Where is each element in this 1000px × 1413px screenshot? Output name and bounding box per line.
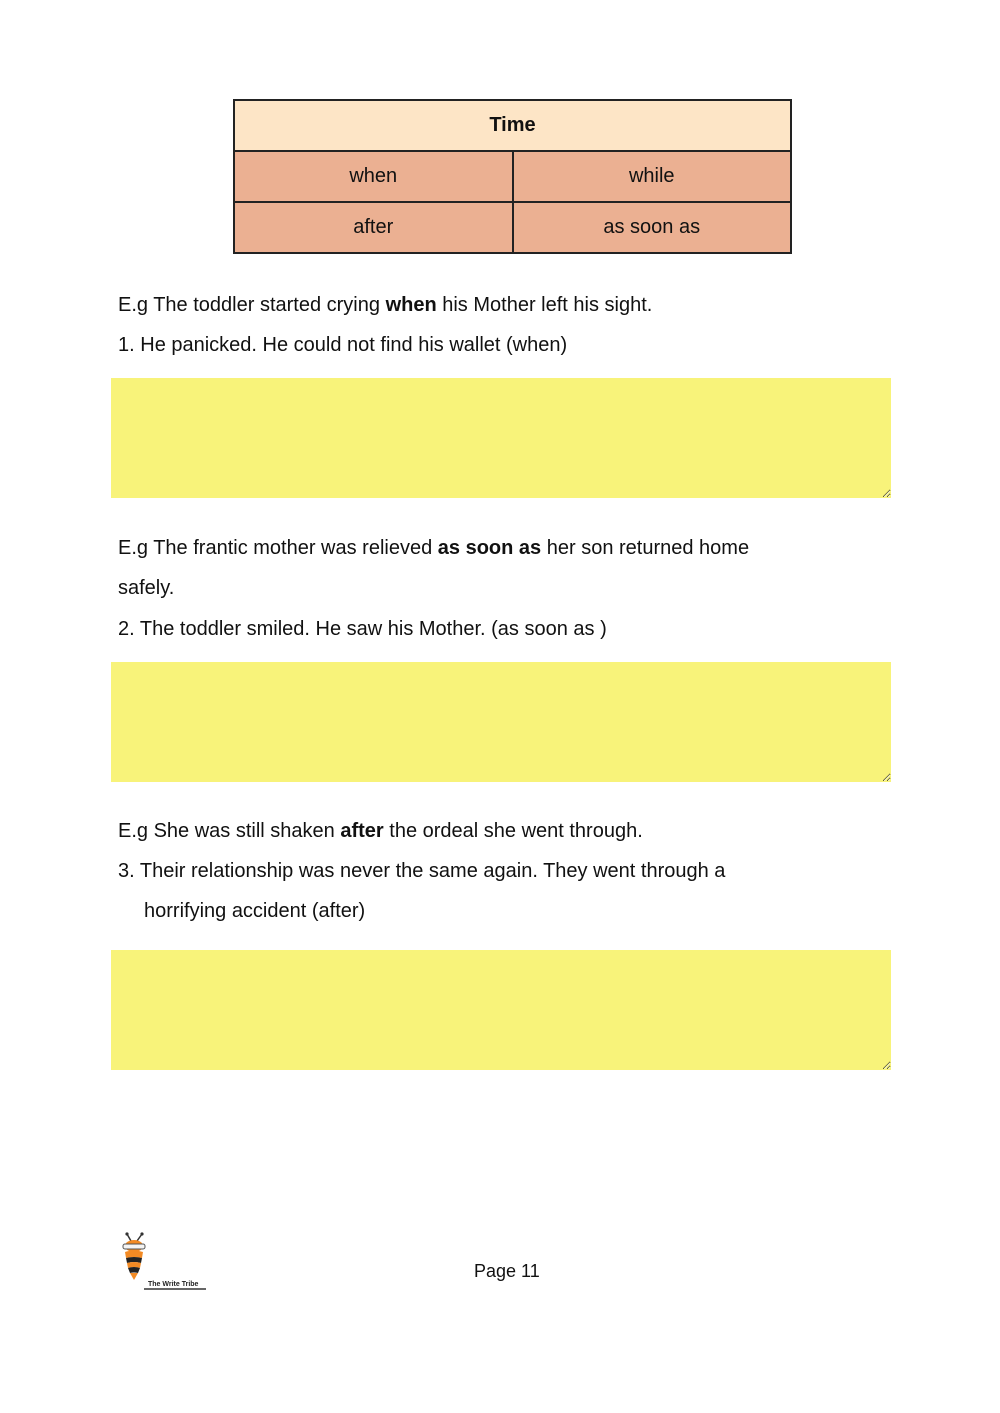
page-number: Page 11	[474, 1261, 540, 1281]
example-sentence-1: E.g The toddler started crying when his Mother left his sight.	[118, 294, 653, 316]
example-sentence-2-continuation: safely.	[118, 577, 175, 599]
answer-field-1[interactable]	[111, 378, 891, 498]
table-header-row	[234, 100, 791, 151]
table-cell: when	[234, 151, 513, 202]
example-keyword: after	[340, 820, 384, 842]
table-cell: after	[234, 202, 513, 253]
table-row	[234, 202, 791, 253]
question-number: 2.	[118, 618, 135, 640]
example-sentence-2: E.g The frantic mother was relieved as soon as her son returned home	[118, 537, 750, 559]
conjunction-table	[233, 99, 792, 254]
table-cell: while	[513, 151, 792, 202]
question-number: 1.	[118, 334, 135, 356]
question-2	[118, 617, 607, 641]
table-header: Time	[234, 100, 791, 151]
answer-field-3[interactable]	[111, 950, 891, 1070]
question-text: Their relationship was never the same again. They went through a	[139, 860, 726, 882]
example-keyword: as soon as	[437, 537, 542, 559]
bee-icon	[118, 1232, 208, 1294]
question-text: He panicked. He could not find his wallet (when)	[140, 334, 568, 356]
question-3	[118, 859, 725, 883]
question-1	[118, 333, 567, 357]
question-text: The toddler smiled. He saw his Mother. (as soon as )	[139, 618, 607, 640]
example-keyword: when	[385, 294, 437, 316]
question-number: 3.	[118, 860, 135, 882]
question-3-continuation: horrifying accident (after)	[144, 900, 366, 922]
logo-text: The Write Tribe	[148, 1281, 199, 1288]
example-sentence-3: E.g She was still shaken after the ordeal she went through.	[118, 820, 643, 842]
table-cell: as soon as	[513, 202, 792, 253]
answer-field-2[interactable]	[111, 662, 891, 782]
table-row	[234, 151, 791, 202]
